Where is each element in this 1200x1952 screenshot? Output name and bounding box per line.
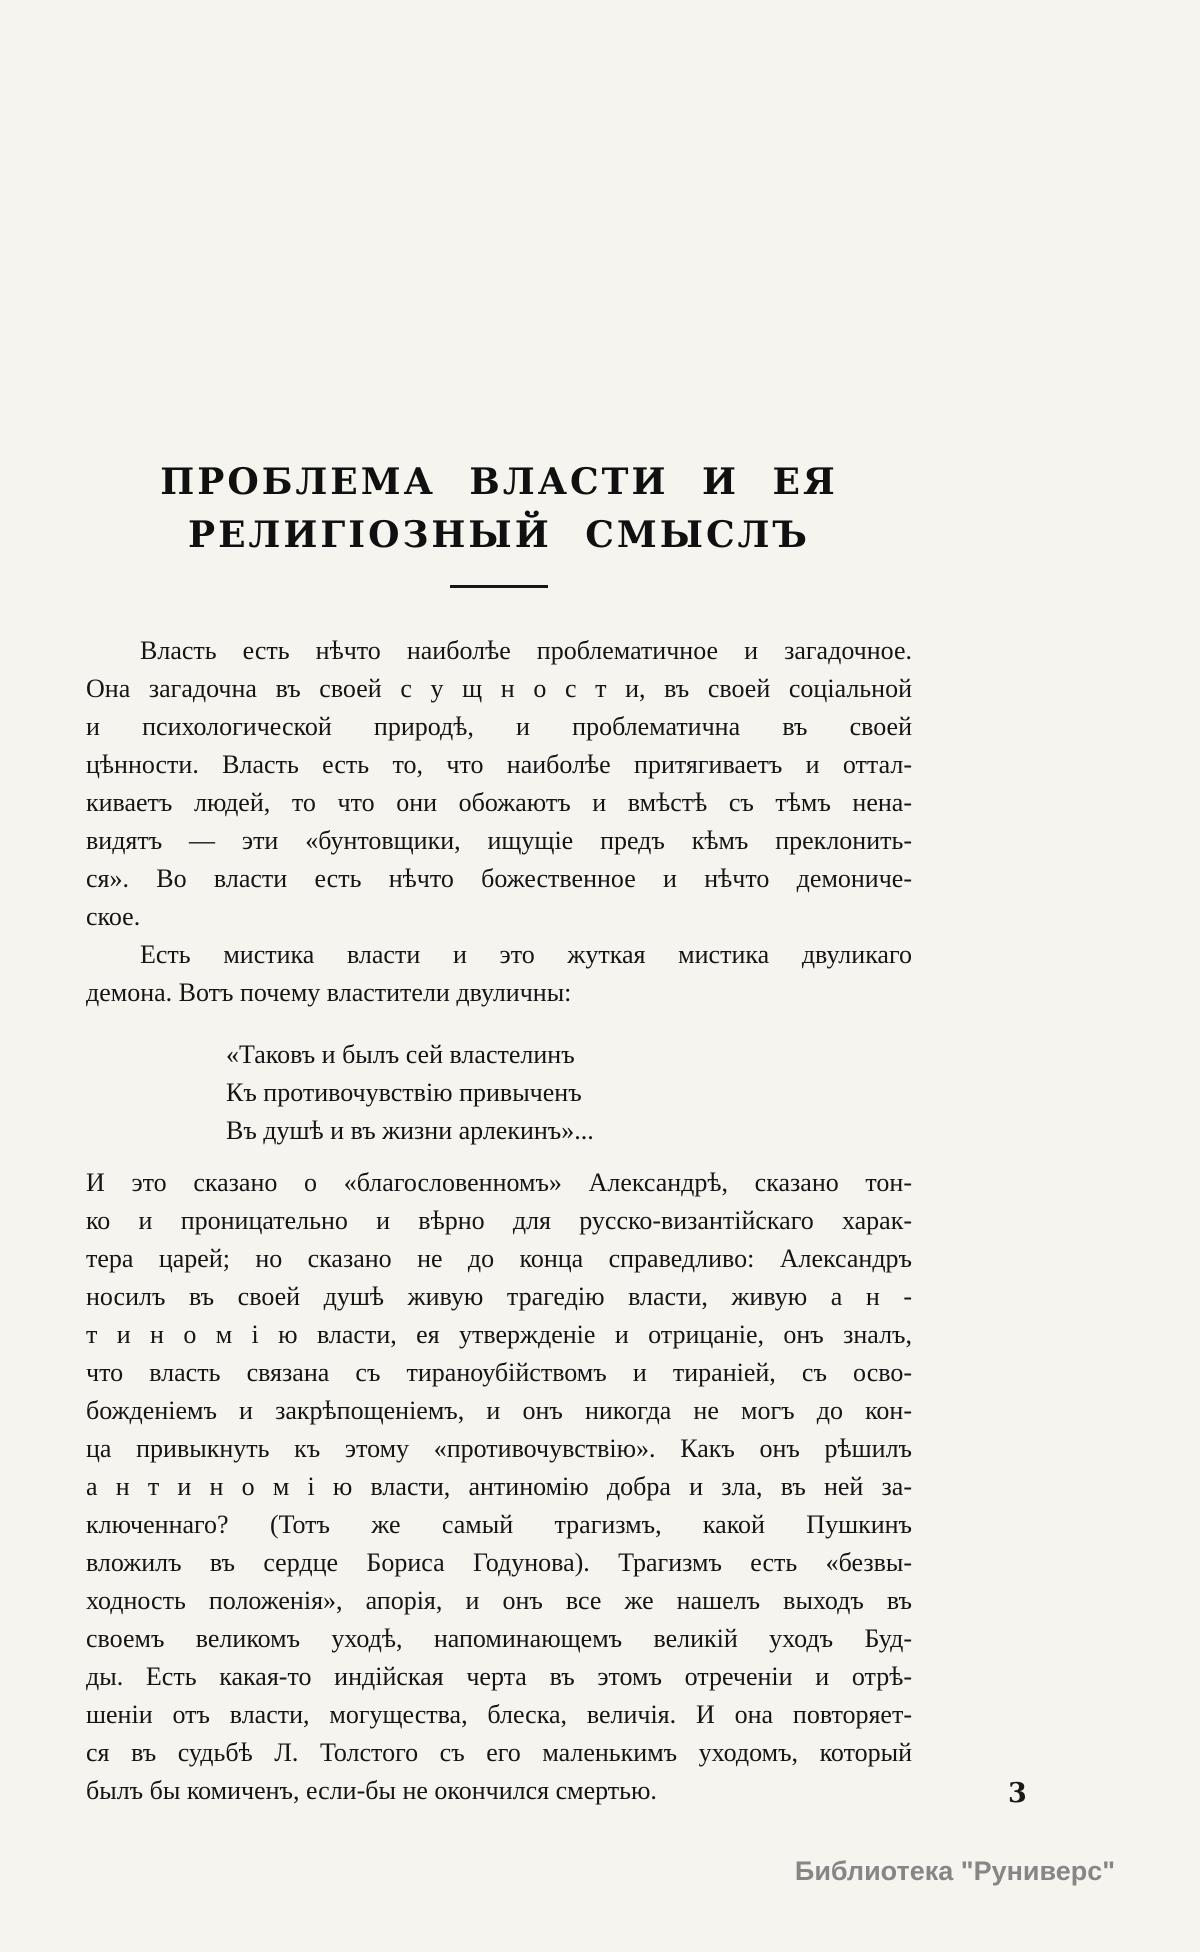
paragraph-1 [86,632,912,936]
body-text-line: своемъ великомъ уходѣ, напоминающемъ великій уходъ Буд- [86,1624,912,1653]
body-text-line: и психологической природѣ, и проблематична въ своей [86,712,912,741]
chapter-title-line-2: РЕЛИГІОЗНЫЙ СМЫСЛЪ [188,514,810,556]
body-text-line: Есть мистика власти и это жуткая мистика двуликаго [140,940,912,969]
verse-quote [86,1036,912,1150]
body-text-line: ды. Есть какая-то индійская черта въ этомъ отреченіи и отрѣ- [86,1662,912,1691]
title-divider-rule [450,585,548,588]
body-text-line: шеніи отъ власти, могущества, блеска, величія. И она повторяет- [86,1700,912,1729]
body-text-line: демона. Вотъ почему властители двуличны: [86,978,572,1007]
chapter-title-line-1: ПРОБЛЕМА ВЛАСТИ И ЕЯ [160,461,838,503]
verse-line: Къ противочувствію привыченъ [226,1078,582,1107]
body-text-line: киваетъ людей, то что они обожаютъ и вмѣстѣ съ тѣмъ нена- [86,788,912,817]
verse-line: Въ душѣ и въ жизни арлекинъ»... [226,1116,594,1145]
paragraph-3 [86,1164,912,1810]
body-text-line: ское. [86,902,141,931]
body-text-line: цѣнности. Власть есть то, что наиболѣе притягиваетъ и оттал- [86,750,912,779]
body-text-line: тера царей; но сказано не до конца справедливо: Александръ [86,1244,912,1273]
body-text-line: ся». Во власти есть нѣчто божественное и нѣчто демониче- [86,864,912,893]
body-text-line: былъ бы комиченъ, если-бы не окончился смертью. [86,1776,657,1805]
body-text-line: что власть связана съ тираноубійствомъ и тираніей, съ осво- [86,1358,912,1387]
body-text-line: т и н о м і ю власти, ея утвержденіе и отрицаніе, онъ зналъ, [86,1320,912,1349]
body-text-line: Она загадочна въ своей с у щ н о с т и, въ своей соціальной [86,674,912,703]
body-text-line: видятъ — эти «бунтовщики, ищущіе предъ кѣмъ преклонить- [86,826,912,855]
body-text-line: носилъ въ своей душѣ живую трагедію власти, живую а н - [86,1282,912,1311]
body-text-line: ко и проницательно и вѣрно для русско-византійскаго харак- [86,1206,912,1235]
paragraph-2 [86,936,912,1012]
library-watermark: Библиотека "Руниверс" [794,1856,1116,1886]
body-text-line: а н т и н о м і ю власти, антиномію добра и зла, въ ней за- [86,1472,912,1501]
verse-line: «Таковъ и былъ сей властелинъ [226,1040,575,1069]
text-column [86,456,912,1810]
chapter-title [86,456,912,562]
body-text-line: И это сказано о «благословенномъ» Александрѣ, сказано тон- [86,1168,912,1197]
body-text-line: ключеннаго? (Тотъ же самый трагизмъ, какой Пушкинъ [86,1510,912,1539]
page-number: 3 [1008,1778,1027,1809]
body-text-line: ца привыкнуть къ этому «противочувствію». Какъ онъ рѣшилъ [86,1434,912,1463]
body-text-line: божденіемъ и закрѣпощеніемъ, и онъ никогда не могъ до кон- [86,1396,912,1425]
body-text-line: ходность положенія», апорія, и онъ все же нашелъ выходъ въ [86,1586,912,1615]
body-text-line: ся въ судьбѣ Л. Толстого съ его маленькимъ уходомъ, который [86,1738,912,1767]
body-text-line: Власть есть нѣчто наиболѣе проблематичное и загадочное. [140,636,912,665]
body-text-line: вложилъ въ сердце Бориса Годунова). Трагизмъ есть «безвы- [86,1548,912,1577]
